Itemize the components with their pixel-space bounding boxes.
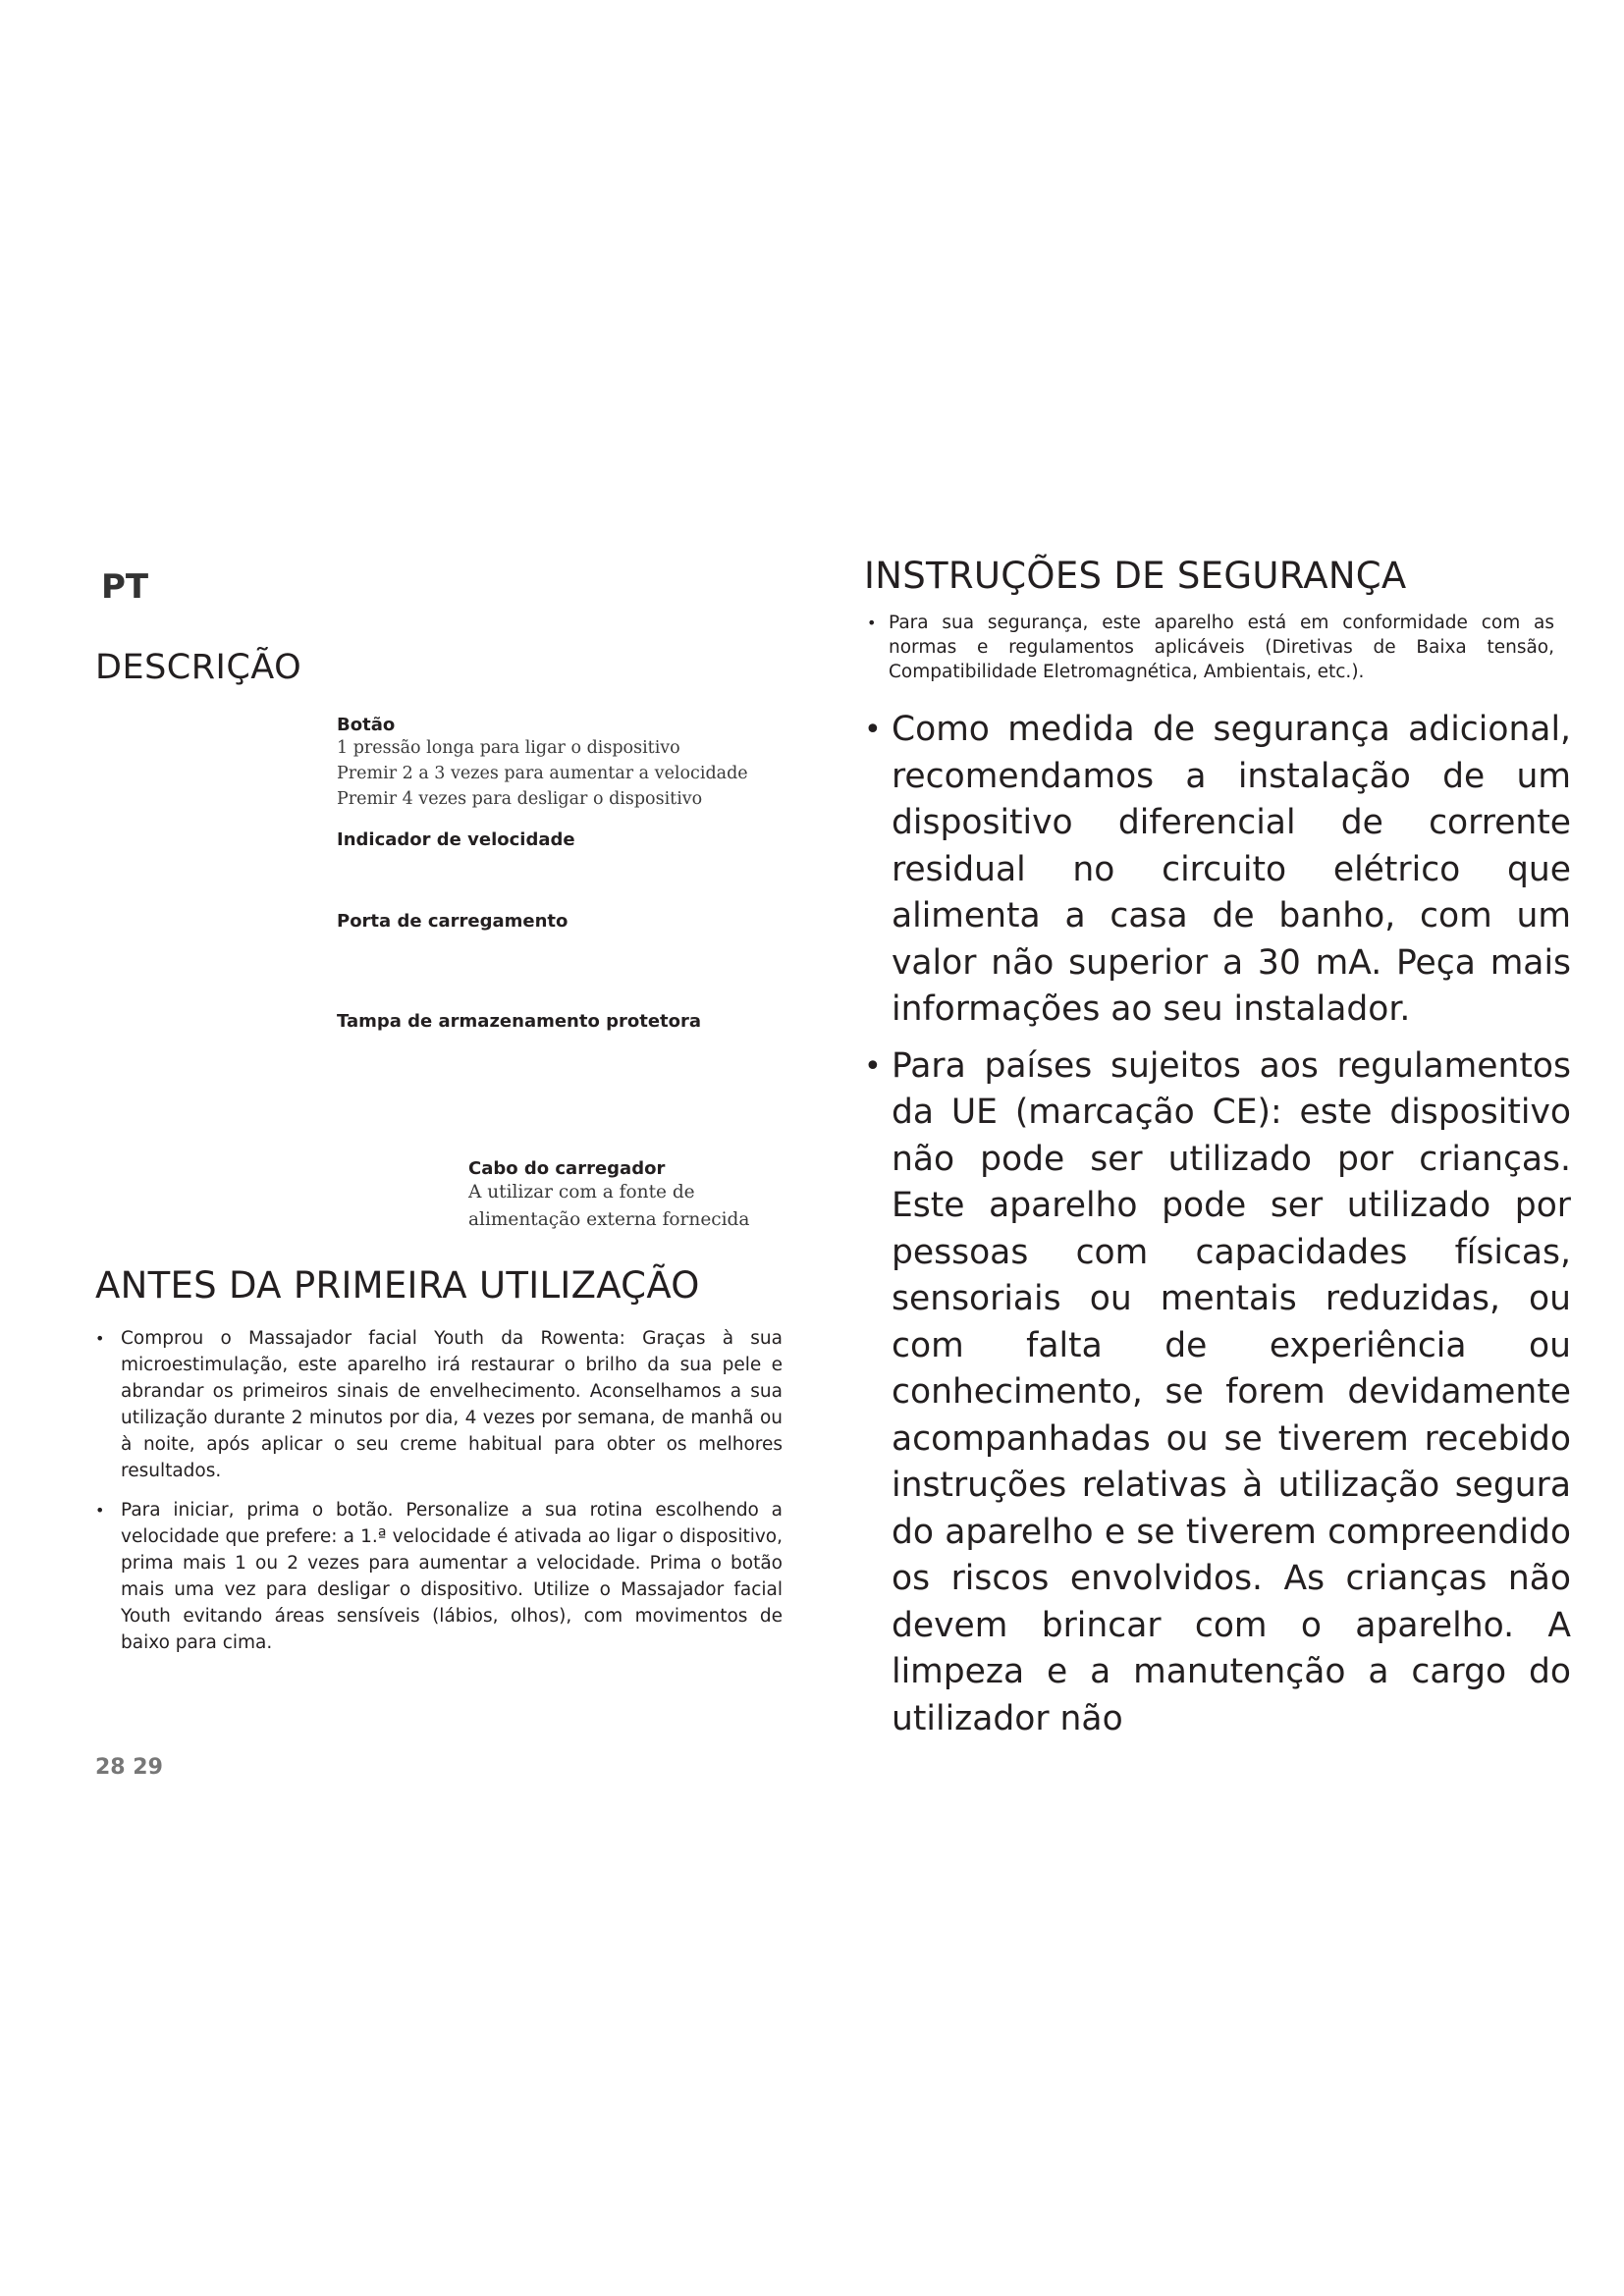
page-numbers: 28 29: [95, 1755, 163, 1780]
part-botao: [337, 715, 847, 812]
part-botao-line: Premir 4 vezes para desligar o dispositivo: [337, 789, 703, 809]
section-title-antes: ANTES DA PRIMEIRA UTILIZAÇÃO: [95, 1264, 700, 1307]
part-cabo-title: Cabo do carregador: [468, 1158, 666, 1179]
antes-list: [95, 1325, 783, 1669]
section-title-instrucoes: INSTRUÇÕES DE SEGURANÇA: [864, 555, 1407, 597]
list-item: • Para países sujeitos aos regulamentos da UE (marcação CE): este dispositivo não pode ser utilizado por crianças. Este aparelho pode ser utilizado por pessoas com capacidades físicas, sensoriais ou mentais reduzidas, ou com falta de experiência ou conhecimento, se forem devidamente acompanhadas ou se tiverem recebido instruções relativas à utilização segura do aparelho e se tiverem compreendido os riscos envolvidos. As crianças não devem brincar com o aparelho. A limpeza e a manutenção a cargo do utilizador não: [864, 1043, 1571, 1743]
list-item: • Para sua segurança, este aparelho está em conformidade com as normas e regulamentos aplicáveis (Diretivas de Baixa tensão, Compatibilidade Eletromagnética, Ambientais, etc.).: [867, 611, 1554, 684]
part-botao-title: Botão: [337, 715, 396, 735]
part-cabo-line: A utilizar com a fonte de: [468, 1182, 695, 1202]
instrucoes-list: [864, 707, 1571, 1752]
part-indicador-velocidade: Indicador de velocidade: [337, 829, 575, 850]
section-title-descricao: DESCRIÇÃO: [95, 648, 302, 687]
part-cabo: [468, 1158, 841, 1234]
part-cabo-line: alimentação externa fornecida: [468, 1209, 750, 1230]
language-code: PT: [101, 567, 149, 607]
list-item: • Comprou o Massajador facial Youth da Rowenta: Graças à sua microestimulação, este aparelho irá restaurar o brilho da sua pele e abrandar os primeiros sinais de envelhecimento. Aconselhamos a sua utilização durante 2 minutos por dia, 4 vezes por semana, de manhã ou à noite, após aplicar o seu creme habitual para obter os melhores resultados.: [95, 1325, 783, 1484]
list-item: • Para iniciar, prima o botão. Personalize a sua rotina escolhendo a velocidade que prefere: a 1.ª velocidade é ativada ao ligar o dispositivo, prima mais 1 ou 2 vezes para aumentar a velocidade. Prima o botão mais uma vez para desligar o dispositivo. Utilize o Massajador facial Youth evitando áreas sensíveis (lábios, olhos), com movimentos de baixo para cima.: [95, 1497, 783, 1656]
part-botao-line: 1 pressão longa para ligar o dispositivo: [337, 738, 680, 758]
part-botao-line: Premir 2 a 3 vezes para aumentar a velocidade: [337, 764, 748, 783]
part-botao-lines: [337, 735, 847, 812]
list-item: • Como medida de segurança adicional, recomendamos a instalação de um dispositivo diferencial de corrente residual no circuito elétrico que alimenta a casa de banho, com um valor não superior a 30 mA. Peça mais informações ao seu instalador.: [864, 707, 1571, 1034]
part-cabo-lines: [468, 1179, 841, 1234]
part-tampa-armazenamento: Tampa de armazenamento protetora: [337, 1011, 702, 1032]
part-porta-carregamento: Porta de carregamento: [337, 911, 568, 932]
instrucoes-intro-list: [867, 611, 1554, 684]
